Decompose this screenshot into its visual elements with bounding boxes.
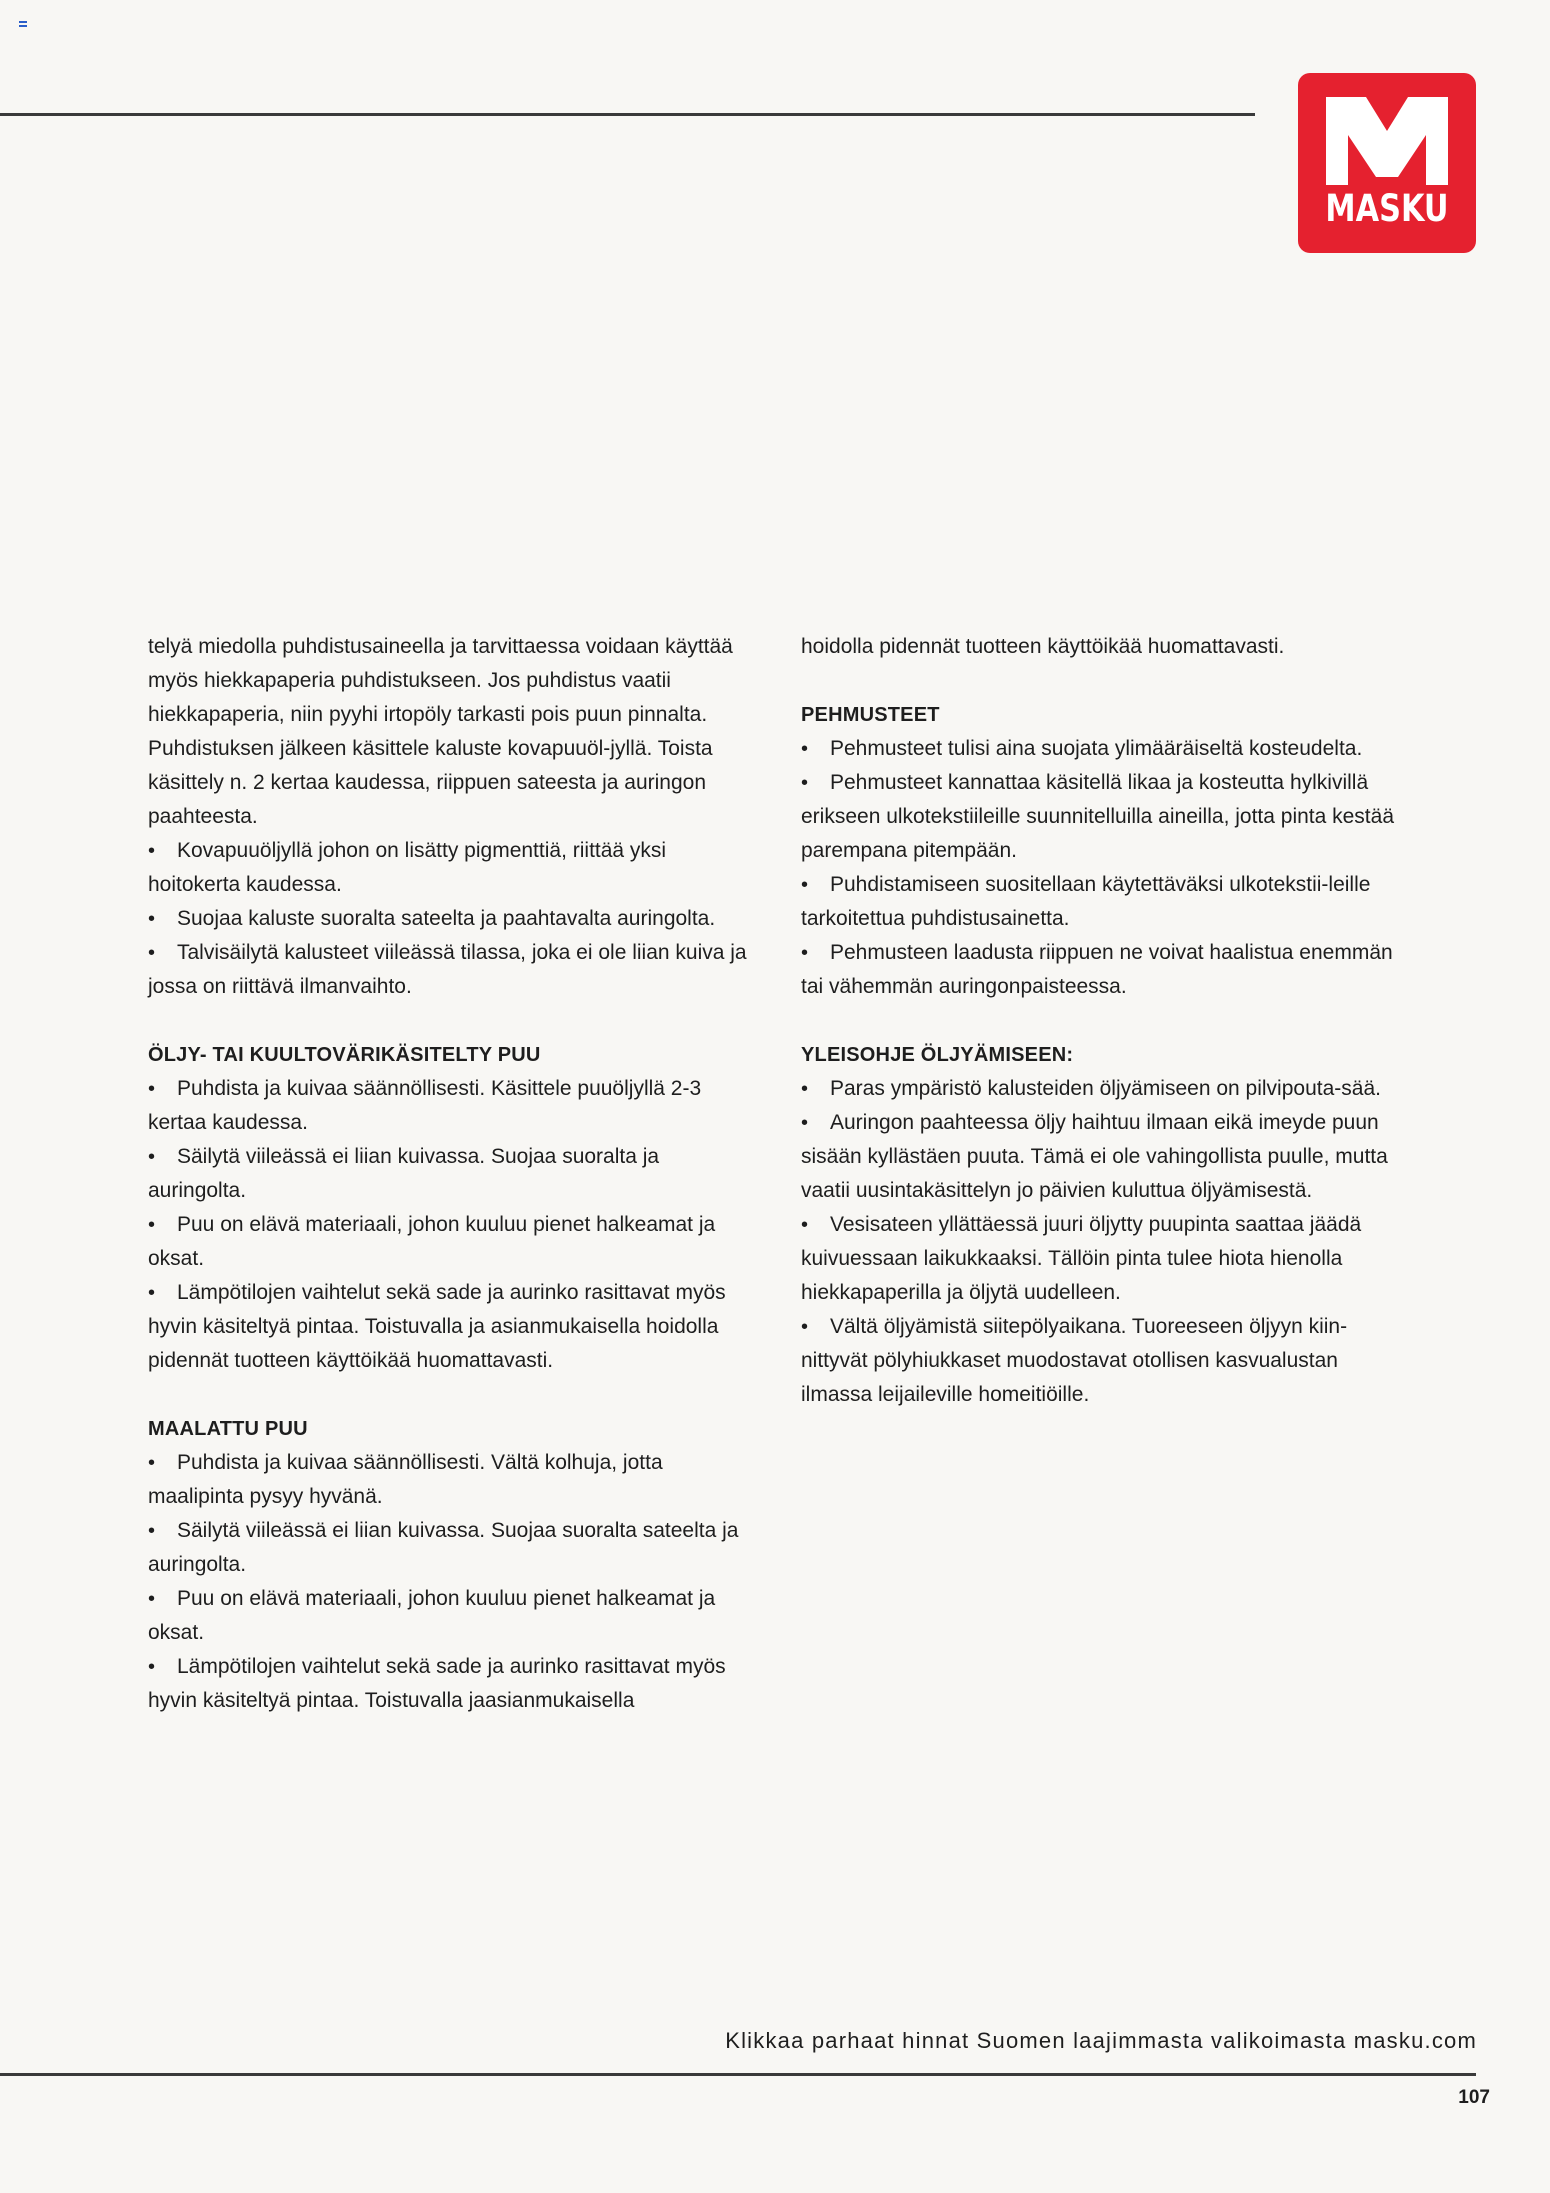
- list-item: • Puhdista ja kuivaa säännöllisesti. Käsittele puuöljyllä 2-3 kertaa kaudessa.: [148, 1072, 758, 1140]
- list-item: • Säilytä viileässä ei liian kuivassa. Suojaa suoralta ja auringolta.: [148, 1140, 758, 1208]
- list-item: • Pehmusteen laadusta riippuen ne voivat haalistua enemmän tai vähemmän auringonpaisteessa.: [801, 936, 1411, 1004]
- section-heading-oiling-guide: YLEISOHJE ÖLJYÄMISEEN:: [801, 1044, 1074, 1066]
- list-item: • Kovapuuöljyllä johon on lisätty pigmenttiä, riittää yksi hoitokerta kaudessa.: [148, 834, 758, 902]
- intro-paragraph: telyä miedolla puhdistusaineella ja tarvittaessa voidaan käyttää myös hiekkapaperia puhdistukseen. Jos puhdistus vaatii hiekkapaperia, niin pyyhi irtopöly tarkasti pois puun pinnalta. Puhdistuksen jälkeen käsittele kaluste kovapuuöl-jyllä. Toista käsittely n. 2 kertaa kaudessa, riippuen sateesta ja auringon paahteesta.: [148, 635, 733, 828]
- page-number: 107: [1458, 2087, 1490, 2108]
- list-item: • Vesisateen yllättäessä juuri öljytty puupinta saattaa jäädä kuivuessaan laikukkaaksi. Tällöin pinta tulee hiota hienolla hiekkapaperilla ja öljytä uudelleen.: [801, 1208, 1411, 1310]
- list-item: • Puu on elävä materiaali, johon kuuluu pienet halkeamat ja oksat.: [148, 1208, 758, 1276]
- menu-icon[interactable]: [19, 21, 27, 27]
- logo-text: MASKU: [1325, 187, 1449, 230]
- list-item: • Säilytä viileässä ei liian kuivassa. Suojaa suoralta sateelta ja auringolta.: [148, 1514, 758, 1582]
- list-item: • Auringon paahteessa öljy haihtuu ilmaan eikä imeyde puun sisään kyllästäen puuta. Tämä ei ole vahingollista puulle, mutta vaatii uusintakäsittelyn jo päivien kuluttua öljyämisestä.: [801, 1106, 1411, 1208]
- bottom-divider: [0, 2073, 1476, 2076]
- footer-tagline[interactable]: Klikkaa parhaat hinnat Suomen laajimmasta valikoimasta masku.com: [725, 2028, 1477, 2053]
- section-heading-cushions: PEHMUSTEET: [801, 704, 940, 726]
- section-heading-oiled-wood: ÖLJY- TAI KUULTOVÄRIKÄSITELTY PUU: [148, 1044, 541, 1066]
- list-item: • Suojaa kaluste suoralta sateelta ja paahtavalta auringolta.: [148, 902, 758, 936]
- list-item: • Paras ympäristö kalusteiden öljyämiseen on pilvipouta-sää.: [801, 1072, 1411, 1106]
- masku-logo: [1298, 73, 1476, 253]
- list-item: • Vältä öljyämistä siitepölyaikana. Tuoreeseen öljyyn kiin-nittyvät pölyhiukkaset muodostavat otollisen kasvualustan ilmassa leijaileville homeitiöille.: [801, 1310, 1411, 1412]
- list-item: • Puhdistamiseen suositellaan käytettäväksi ulkotekstii-leille tarkoitettua puhdistusainetta.: [801, 868, 1411, 936]
- list-item: • Puu on elävä materiaali, johon kuuluu pienet halkeamat ja oksat.: [148, 1582, 758, 1650]
- list-item: • Lämpötilojen vaihtelut sekä sade ja aurinko rasittavat myös hyvin käsiteltyä pintaa. Toistuvalla jaasianmukaisella: [148, 1650, 758, 1718]
- list-item: • Talvisäilytä kalusteet viileässä tilassa, joka ei ole liian kuiva ja jossa on riittävä ilmanvaihto.: [148, 936, 758, 1004]
- continued-paragraph: hoidolla pidennät tuotteen käyttöikää huomattavasti.: [801, 635, 1285, 658]
- list-item: • Pehmusteet kannattaa käsitellä likaa ja kosteutta hylkivillä erikseen ulkotekstiileille suunnitelluilla aineilla, jotta pinta kestää parempana pitempään.: [801, 766, 1411, 868]
- list-item: • Pehmusteet tulisi aina suojata ylimääräiseltä kosteudelta.: [801, 732, 1411, 766]
- section-heading-painted-wood: MAALATTU PUU: [148, 1418, 308, 1440]
- left-column: [148, 630, 758, 1718]
- top-divider: [0, 113, 1255, 116]
- right-column: [801, 630, 1411, 1412]
- list-item: • Puhdista ja kuivaa säännöllisesti. Vältä kolhuja, jotta maalipinta pysyy hyvänä.: [148, 1446, 758, 1514]
- list-item: • Lämpötilojen vaihtelut sekä sade ja aurinko rasittavat myös hyvin käsiteltyä pintaa. Toistuvalla ja asianmukaisella hoidolla pidennät tuotteen käyttöikää huomattavasti.: [148, 1276, 758, 1378]
